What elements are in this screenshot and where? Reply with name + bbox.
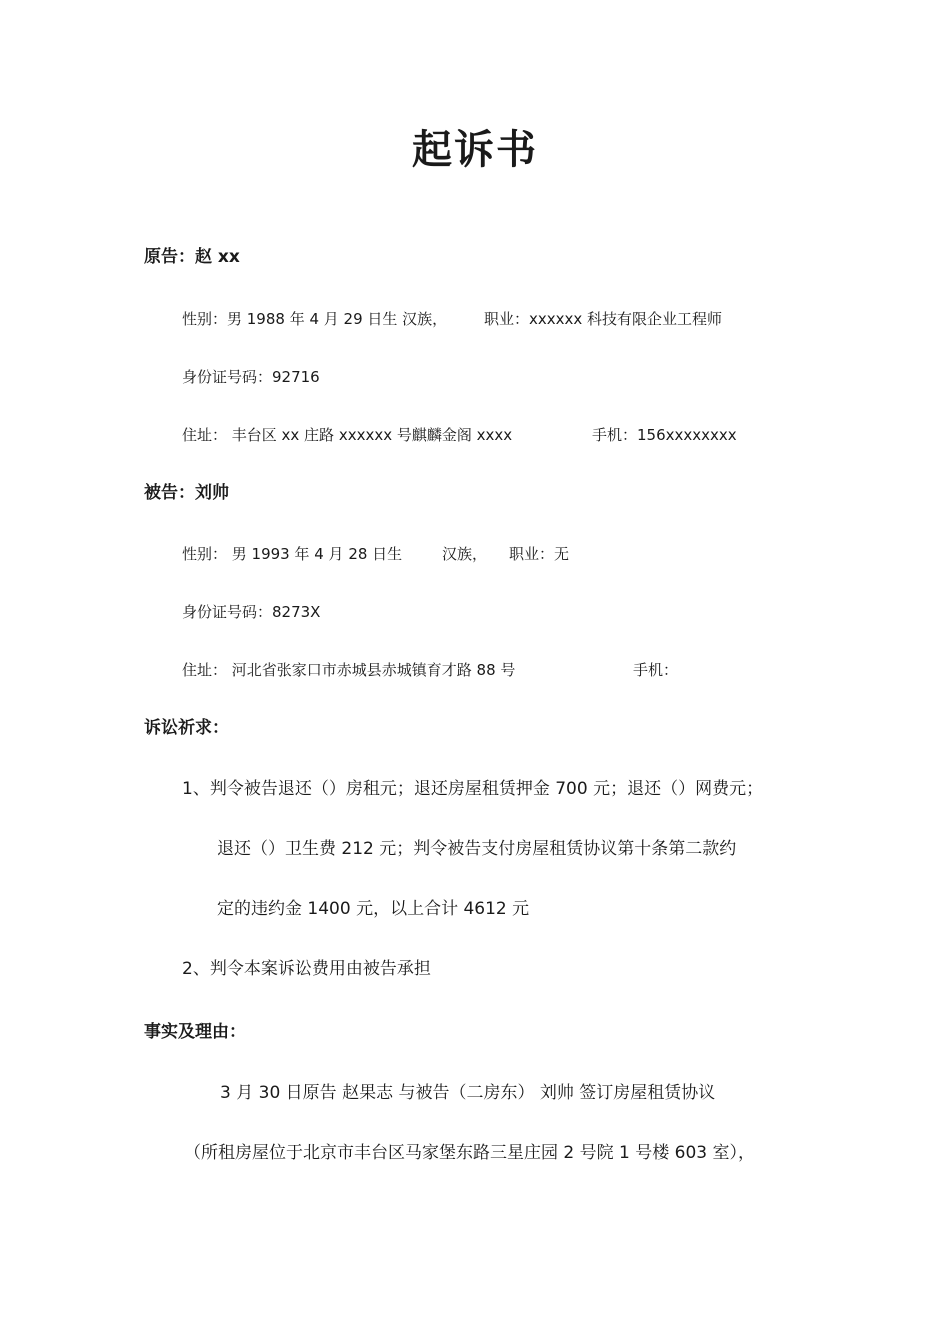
plaintiff-birth-ethnicity: 性别：男 1988 年 4 月 29 日生 汉族， bbox=[182, 310, 448, 328]
defendant-birth: 性别： 男 1993 年 4 月 28 日生 bbox=[182, 545, 403, 563]
document-title: 起诉书 bbox=[412, 126, 538, 173]
defendant-occupation: 职业：无 bbox=[509, 545, 570, 563]
defendant-id-number: 身份证号码：8273X bbox=[182, 603, 321, 621]
claim-item-1-line-2: 退还（）卫生费 212 元；判令被告支付房屋租赁协议第十条第二款约 bbox=[217, 839, 737, 859]
defendant-phone: 手机： bbox=[633, 661, 679, 679]
plaintiff-id-number: 身份证号码：92716 bbox=[182, 368, 320, 386]
defendant-address: 住址： 河北省张家口市赤城县赤城镇育才路 88 号 bbox=[182, 661, 516, 679]
defendant-ethnicity: 汉族， bbox=[442, 545, 488, 563]
facts-line-1: 3 月 30 日原告 赵果志 与被告（二房东） 刘帅 签订房屋租赁协议 bbox=[220, 1083, 716, 1103]
plaintiff-address: 住址： 丰台区 xx 庄路 xxxxxx 号麒麟金阁 xxxx bbox=[182, 426, 513, 444]
claim-item-1-line-1: 1、判令被告退还（）房租元；退还房屋租赁押金 700 元；退还（）网费元； bbox=[182, 779, 764, 799]
claim-item-1-line-3: 定的违约金 1400 元，以上合计 4612 元 bbox=[217, 899, 530, 919]
claims-heading: 诉讼祈求： bbox=[144, 718, 229, 738]
facts-line-2: （所租房屋位于北京市丰台区马家堡东路三星庄园 2 号院 1 号楼 603 室）， bbox=[184, 1143, 756, 1163]
facts-heading: 事实及理由： bbox=[144, 1022, 246, 1042]
plaintiff-phone: 手机：156xxxxxxxx bbox=[592, 426, 737, 444]
defendant-heading: 被告：刘帅 bbox=[144, 483, 229, 503]
claim-item-2: 2、判令本案诉讼费用由被告承担 bbox=[182, 959, 431, 979]
plaintiff-occupation: 职业：xxxxxx 科技有限企业工程师 bbox=[484, 310, 723, 328]
plaintiff-heading: 原告：赵 xx bbox=[144, 247, 240, 267]
